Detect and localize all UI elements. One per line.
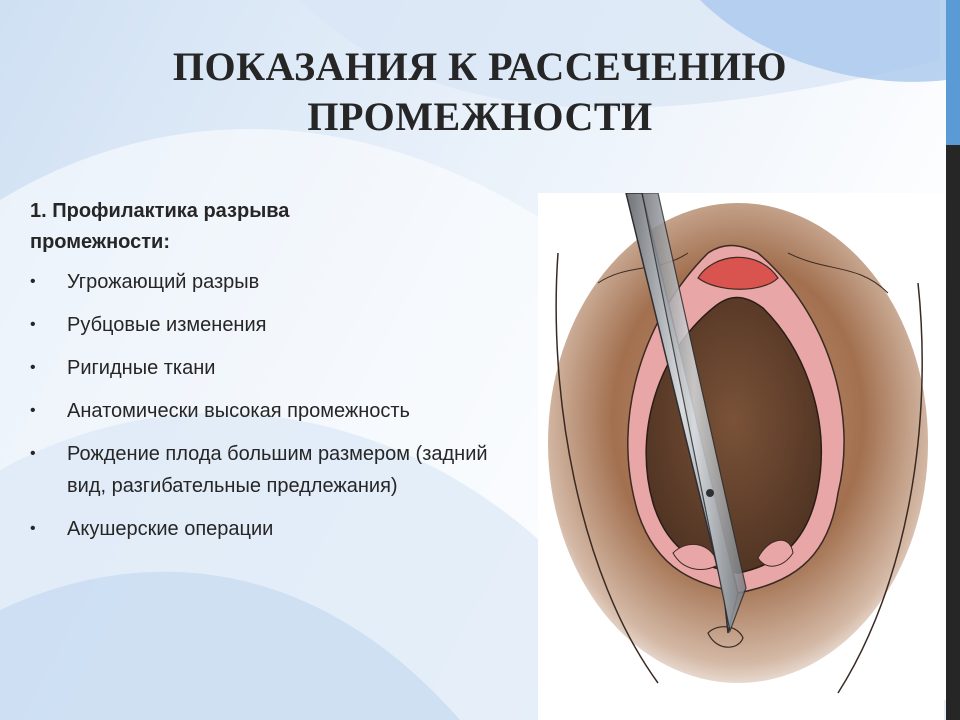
slide-content xyxy=(30,196,530,556)
medical-illustration xyxy=(538,193,944,720)
bullet-list xyxy=(30,266,530,545)
bullet-text: Угрожающий разрыв xyxy=(67,271,260,293)
bullet-text: Акушерские операции xyxy=(67,518,274,540)
bullet-text: Ригидные ткани xyxy=(67,357,216,379)
bullet-item xyxy=(30,266,530,298)
bullet-text: Рождение плода большим размером (задний вид, разгибательные предлежания) xyxy=(67,443,488,497)
bullet-item xyxy=(30,352,530,384)
bullet-icon: • xyxy=(30,273,36,290)
bullet-icon: • xyxy=(30,359,36,376)
bullet-text: Анатомически высокая промежность xyxy=(67,400,410,422)
title-line-1: ПОКАЗАНИЯ К РАССЕЧЕНИЮ xyxy=(172,44,788,89)
slide-title xyxy=(120,42,840,142)
bullet-icon: • xyxy=(30,520,36,537)
title-line-2: ПРОМЕЖНОСТИ xyxy=(307,94,653,139)
section-heading: 1. Профилактика разрыва промежности: xyxy=(30,200,290,253)
bullet-item xyxy=(30,309,530,341)
episiotomy-illustration-icon xyxy=(538,193,944,720)
bullet-icon: • xyxy=(30,316,36,333)
bullet-icon: • xyxy=(30,445,36,462)
bullet-item xyxy=(30,395,530,427)
bullet-text: Рубцовые изменения xyxy=(67,314,267,336)
bullet-item xyxy=(30,438,530,502)
edge-dark-bar xyxy=(946,145,960,720)
bullet-item xyxy=(30,513,530,545)
bullet-icon: • xyxy=(30,402,36,419)
edge-accent-bar xyxy=(946,0,960,145)
